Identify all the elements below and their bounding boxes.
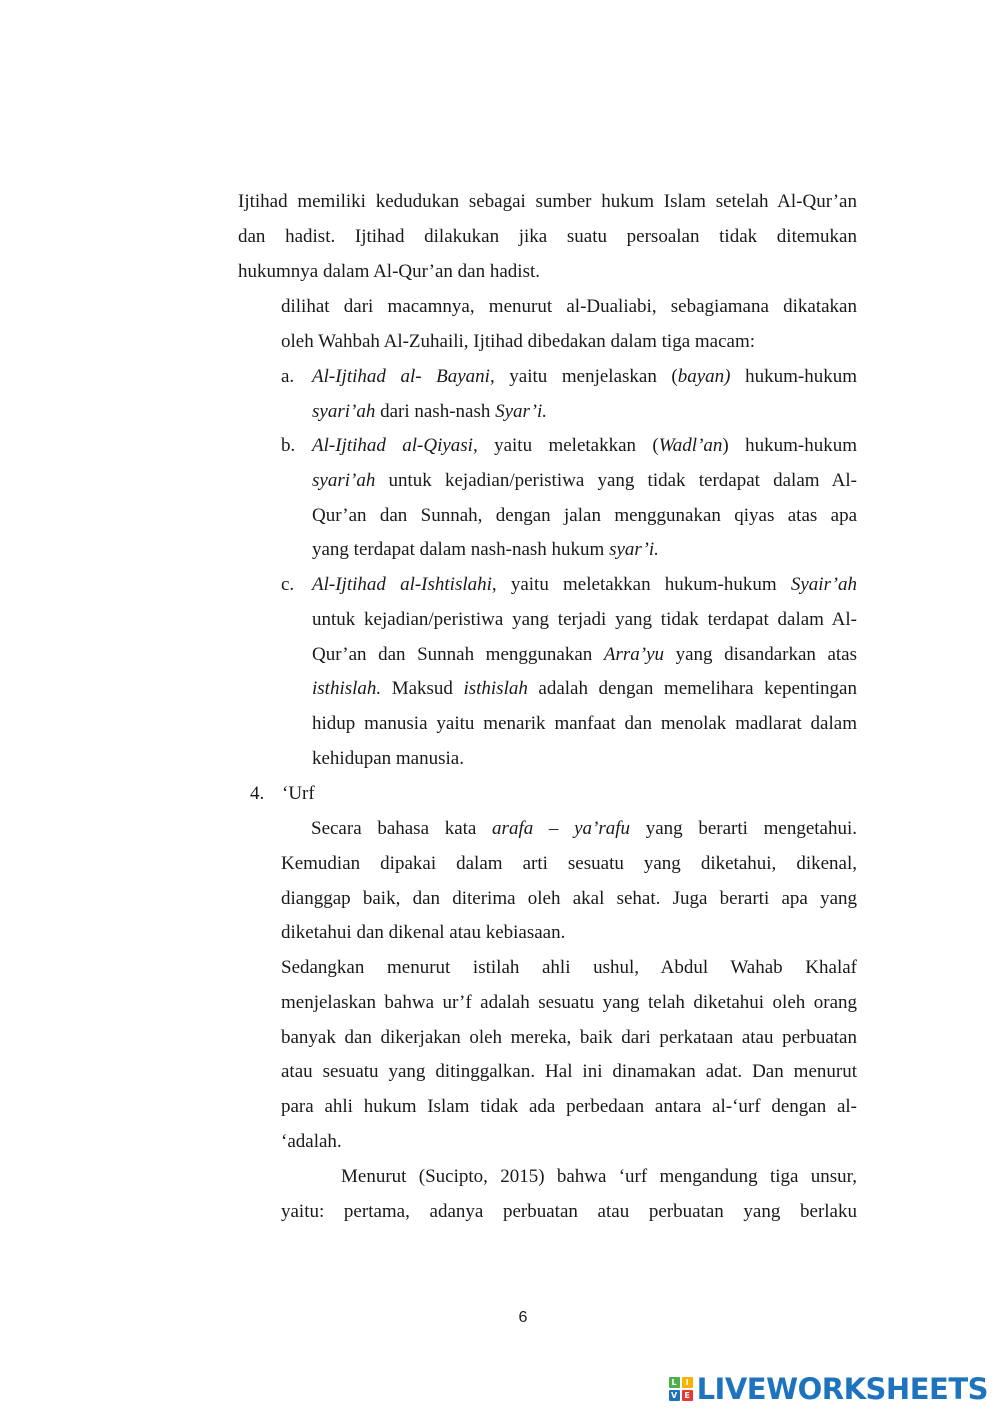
text-line: Al-Ijtihad al-Qiyasi, yaitu meletakkan (Wadl’an) hukum-hukum	[312, 435, 858, 456]
section-number: 4.	[250, 783, 265, 804]
logo-letter: I	[682, 1377, 693, 1388]
logo-text: LIVEWORKSHEETS	[696, 1372, 988, 1406]
logo-letter: V	[669, 1390, 680, 1401]
list-item-b	[281, 429, 857, 568]
text-line: Secara bahasa kata arafa – ya’rafu yang berarti mengetahui.	[311, 818, 858, 839]
text-line: menjelaskan bahwa ur’f adalah sesuatu yang telah diketahui oleh orang	[281, 991, 857, 1013]
section-title: ‘Urf	[282, 783, 315, 804]
logo-letter: L	[669, 1377, 680, 1388]
text-line: Menurut (Sucipto, 2015) bahwa ‘urf mengandung tiga unsur,	[341, 1166, 857, 1187]
text-line: ‘adalah.	[281, 1130, 342, 1152]
division-paragraph	[281, 290, 857, 360]
text-line: syari’ah dari nash-nash Syar’i.	[312, 400, 547, 422]
text-line: Qur’an dan Sunnah menggunakan Arra’yu yang disandarkan atas	[312, 643, 857, 665]
list-item-a	[281, 360, 857, 430]
text-line: diketahui dan dikenal atau kebiasaan.	[281, 922, 566, 944]
text-line: dianggap baik, dan diterima oleh akal sehat. Juga berarti apa yang	[281, 887, 857, 909]
urf-paragraph-3	[281, 1160, 857, 1230]
list-marker: a.	[281, 366, 295, 387]
list-marker: c.	[281, 574, 295, 595]
list-marker: b.	[281, 435, 296, 456]
logo-letter: E	[682, 1390, 693, 1401]
text-line: hukumnya dalam Al-Qur’an dan hadist.	[238, 260, 540, 282]
page-number: 6	[518, 1309, 528, 1326]
intro-paragraph	[238, 185, 857, 289]
text-line: hidup manusia yaitu menarik manfaat dan menolak madlarat dalam	[312, 713, 857, 735]
text-line: yaitu: pertama, adanya perbuatan atau perbuatan yang berlaku	[281, 1200, 857, 1222]
liveworksheets-logo[interactable]	[669, 1372, 988, 1406]
text-line: Sedangkan menurut istilah ahli ushul, Abdul Wahab Khalaf	[281, 957, 857, 978]
text-line: oleh Wahbah Al-Zuhaili, Ijtihad dibedakan dalam tiga macam:	[281, 330, 756, 352]
text-line: Al-Ijtihad al- Bayani, yaitu menjelaskan (bayan) hukum-hukum	[312, 366, 857, 387]
text-line: untuk kejadian/peristiwa yang terjadi yang tidak terdapat dalam Al-	[312, 608, 857, 630]
text-line: Al-Ijtihad al-Ishtislahi, yaitu meletakkan hukum-hukum Syair’ah	[312, 574, 857, 595]
text-line: banyak dan dikerjakan oleh mereka, baik dari perkataan atau perbuatan	[281, 1026, 857, 1048]
text-line: kehidupan manusia.	[312, 747, 464, 769]
text-line: Kemudian dipakai dalam arti sesuatu yang diketahui, dikenal,	[281, 852, 857, 874]
list-item-c	[281, 568, 857, 777]
text-line: para ahli hukum Islam tidak ada perbedaan antara al-‘urf dengan al-	[281, 1096, 857, 1118]
text-line: isthislah. Maksud isthislah adalah dengan memelihara kepentingan	[312, 678, 857, 700]
text-line: Qur’an dan Sunnah, dengan jalan menggunakan qiyas atas apa	[312, 504, 857, 526]
text-line: Ijtihad memiliki kedudukan sebagai sumber hukum Islam setelah Al-Qur’an	[238, 191, 857, 212]
urf-paragraph-2	[281, 951, 857, 1160]
section-heading	[250, 777, 450, 812]
urf-paragraph-1	[281, 812, 857, 951]
text-line: dan hadist. Ijtihad dilakukan jika suatu persoalan tidak ditemukan	[238, 225, 857, 247]
logo-mark-icon	[669, 1377, 693, 1401]
text-line: dilihat dari macamnya, menurut al-Dualiabi, sebagiamana dikatakan	[281, 296, 857, 317]
text-line: atau sesuatu yang ditinggalkan. Hal ini dinamakan adat. Dan menurut	[281, 1061, 857, 1083]
text-line: yang terdapat dalam nash-nash hukum syar’i.	[312, 539, 659, 561]
text-line: syari’ah untuk kejadian/peristiwa yang tidak terdapat dalam Al-	[312, 469, 857, 491]
